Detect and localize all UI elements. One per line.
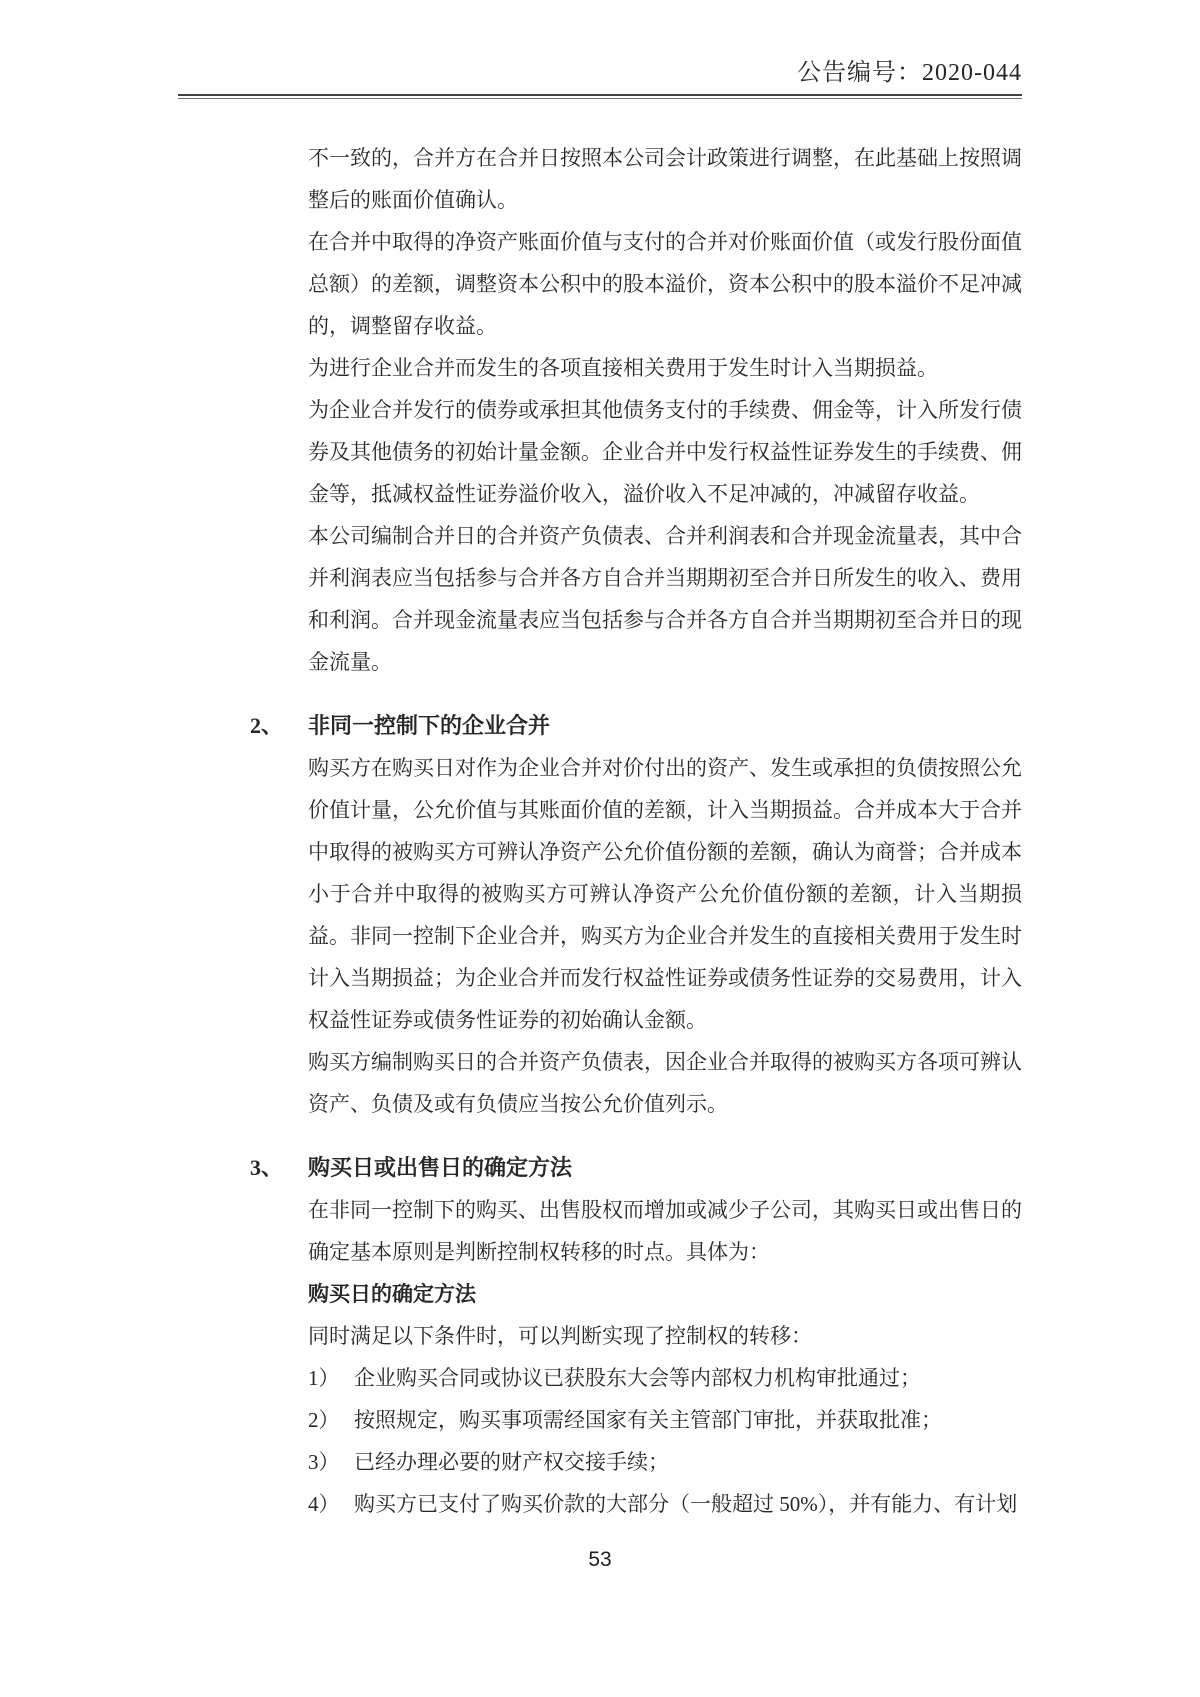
condition-list-item: [308, 1399, 1022, 1441]
section-3-number: 3、: [250, 1155, 284, 1180]
section-3-lead-paragraph: 在非同一控制下的购买、出售股权而增加或减少子公司，其购买日或出售日的确定基本原则是判断控制权转移的时点。具体为：: [308, 1198, 1022, 1264]
section-2-heading: [250, 705, 1022, 747]
intro-paragraph: 为企业合并发行的债券或承担其他债务支付的手续费、佣金等，计入所发行债券及其他债务的初始计量金额。企业合并中发行权益性证券发生的手续费、佣金等，抵减权益性证券溢价收入，溢价收入不足冲减的，冲减留存收益。: [308, 398, 1022, 506]
section-2: [250, 705, 1022, 1125]
condition-text: 购买方已支付了购买价款的大部分（一般超过 50%），并有能力、有计划: [354, 1492, 1018, 1516]
page-number: 53: [588, 1548, 612, 1571]
condition-marker: 2）: [308, 1408, 340, 1432]
condition-text: 企业购买合同或协议已获股东大会等内部权力机构审批通过；: [354, 1366, 921, 1390]
intro-paragraph: 为进行企业合并而发生的各项直接相关费用于发生时计入当期损益。: [308, 356, 938, 380]
condition-list-item: [308, 1441, 1022, 1483]
condition-text: 已经办理必要的财产权交接手续；: [354, 1450, 669, 1474]
condition-text: 按照规定，购买事项需经国家有关主管部门审批，并获取批准；: [354, 1408, 942, 1432]
intro-paragraph: 不一致的，合并方在合并日按照本公司会计政策进行调整，在此基础上按照调整后的账面价值确认。: [308, 146, 1022, 212]
intro-paragraph: 在合并中取得的净资产账面价值与支付的合并对价账面价值（或发行股份面值总额）的差额，调整资本公积中的股本溢价，资本公积中的股本溢价不足冲减的，调整留存收益。: [308, 230, 1022, 338]
section-3-heading: [250, 1147, 1022, 1189]
section-2-title: 非同一控制下的企业合并: [308, 713, 551, 738]
section-3: [250, 1147, 1022, 1525]
conditions-intro: 同时满足以下条件时，可以判断实现了控制权的转移：: [308, 1324, 812, 1348]
section-3-title: 购买日或出售日的确定方法: [308, 1155, 573, 1180]
page-content: [250, 137, 1022, 1525]
intro-paragraph: 本公司编制合并日的合并资产负债表、合并利润表和合并现金流量表，其中合并利润表应当包括参与合并各方自合并当期期初至合并日所发生的收入、费用和利润。合并现金流量表应当包括参与合并各方自合并当期期初至合并日的现金流量。: [308, 524, 1022, 674]
section-2-paragraph: 购买方在购买日对作为企业合并对价付出的资产、发生或承担的负债按照公允价值计量，公允价值与其账面价值的差额，计入当期损益。合并成本大于合并中取得的被购买方可辨认净资产公允价值份额的差额，确认为商誉；合并成本小于合并中取得的被购买方可辨认净资产公允价值份额的差额，计入当期损益。非同一控制下企业合并，购买方为企业合并发生的直接相关费用于发生时计入当期损益；为企业合并而发行权益性证券或债务性证券的交易费用，计入权益性证券或债务性证券的初始确认金额。: [308, 756, 1022, 1032]
announcement-number: 公告编号：2020-044: [797, 60, 1022, 86]
section-2-paragraph: 购买方编制购买日的合并资产负债表，因企业合并取得的被购买方各项可辨认资产、负债及或有负债应当按公允价值列示。: [308, 1050, 1022, 1116]
section-2-number: 2、: [250, 713, 284, 738]
condition-marker: 3）: [308, 1450, 340, 1474]
condition-list-item: [308, 1357, 1022, 1399]
purchase-date-subheading: 购买日的确定方法: [308, 1282, 476, 1306]
condition-marker: 4）: [308, 1492, 340, 1516]
header-divider-rule: [178, 94, 1022, 99]
condition-marker: 1）: [308, 1366, 340, 1390]
condition-list-item: [308, 1483, 1022, 1525]
